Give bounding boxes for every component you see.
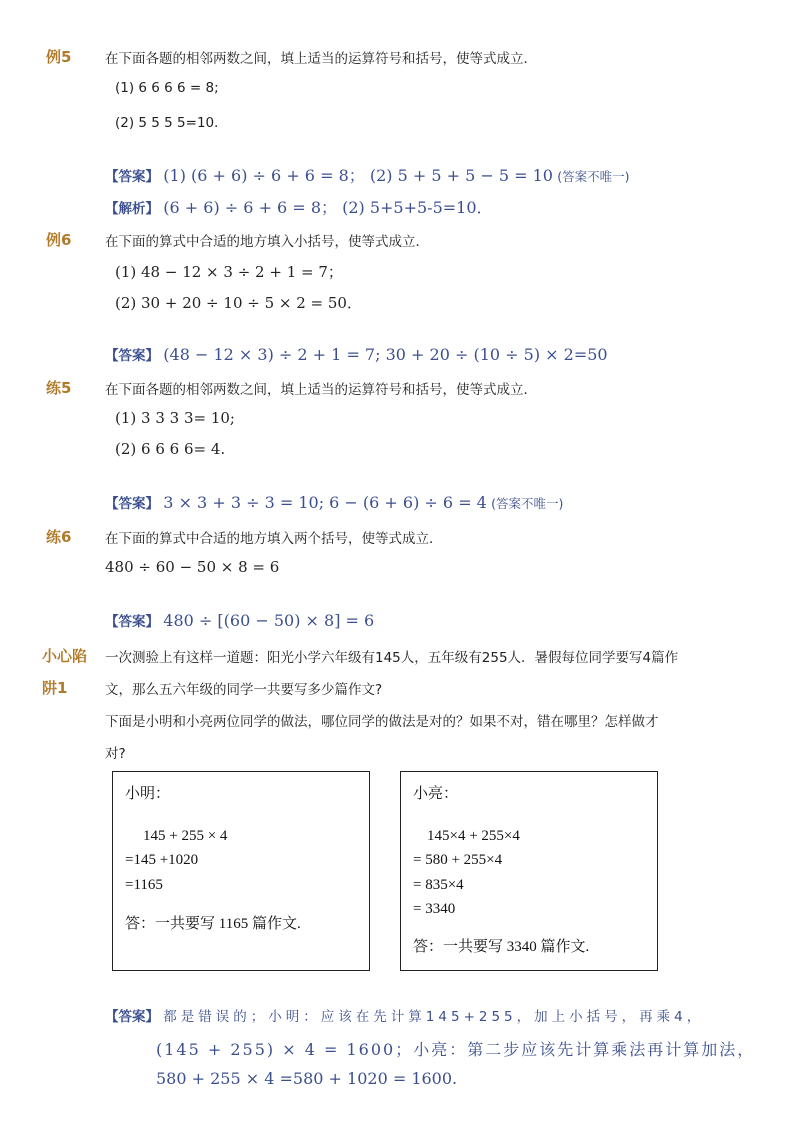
answer-label: 【答案】 [105, 1009, 159, 1025]
example-5-item-1: (1) 6 6 6 6 = 8; [115, 80, 219, 96]
xiaoming-conclusion: 答：一共要写 1165 篇作文. [125, 916, 301, 932]
trap-1-question-line-3: 下面是小明和小亮两位同学的做法，哪位同学的做法是对的？如果不对，错在哪里？怎样做才 [105, 714, 659, 730]
practice-5-item-1: (1) 3 3 3 3= 10; [115, 409, 235, 427]
example-5-item-2: (2) 5 5 5 5=10． [115, 115, 228, 131]
example-6-item-2: (2) 30 + 20 ÷ 10 ÷ 5 × 2 = 50． [115, 294, 362, 312]
practice-6-question: 在下面的算式中合适的地方填入两个括号，使等式成立． [105, 531, 443, 547]
xiaoming-line-2: =145 +1020 [125, 852, 199, 868]
practice-5-question: 在下面各题的相邻两数之间，填上适当的运算符号和括号，使等式成立． [105, 382, 537, 398]
trap-1-question-line-1: 一次测验上有这样一道题：阳光小学六年级有145人，五年级有255人．暑假每位同学要写4篇作 [105, 650, 679, 666]
practice-6-expression: 480 ÷ 60 − 50 × 8 = 6 [105, 558, 280, 576]
answer-note: (答案不唯一) [557, 169, 630, 184]
xiaoming-solution-box [112, 771, 370, 971]
answer-text: (145 + 255) × 4 = 1600；小亮：第二步应该先计算乘法再计算加法， [156, 1040, 756, 1059]
answer-expression: (48 − 12 × 3) ÷ 2 + 1 = 7; 30 + 20 ÷ (10 ÷ 5) × 2=50 [163, 345, 608, 364]
analysis-expression: (6 + 6) ÷ 6 + 6 = 8； (2) 5+5+5-5=10． [163, 198, 493, 217]
xiaoming-name: 小明： [125, 786, 171, 802]
example-6-item-1: (1) 48 − 12 × 3 ÷ 2 + 1 = 7； [115, 263, 343, 281]
trap-1-answer-line-3 [156, 1069, 457, 1088]
practice-5-tag: 练5 [46, 379, 72, 397]
xiaoliang-solution-box [400, 771, 658, 971]
example-5-tag: 例5 [46, 48, 72, 66]
analysis-label: 【解析】 [105, 201, 159, 217]
trap-1-answer-line-1 [105, 1005, 704, 1025]
answer-expression: (1) (6 + 6) ÷ 6 + 6 = 8； (2) 5 + 5 + 5 − 5 = 10 [163, 166, 553, 185]
xiaoliang-line-2: = 580 + 255×4 [413, 852, 503, 868]
example-6-tag: 例6 [46, 231, 72, 249]
xiaoming-line-3: =1165 [125, 877, 163, 893]
xiaoliang-line-4: = 3340 [413, 901, 456, 917]
answer-note: (答案不唯一) [491, 496, 564, 511]
xiaoliang-conclusion: 答：一共要写 3340 篇作文. [413, 939, 590, 955]
xiaoming-line-1: 145 + 255 × 4 [143, 828, 228, 844]
trap-1-question-line-2: 文，那么五六年级的同学一共要写多少篇作文? [105, 682, 383, 698]
answer-text: 都是错误的；小明：应该在先计算145+255，加上小括号，再乘4， [163, 1009, 705, 1025]
answer-label: 【答案】 [105, 496, 159, 512]
xiaoliang-line-3: = 835×4 [413, 877, 464, 893]
example-6-question: 在下面的算式中合适的地方填入小括号，使等式成立． [105, 234, 429, 250]
trap-1-tag-line-1: 小心陷 [42, 647, 88, 665]
example-5-answer [105, 163, 630, 186]
xiaoliang-line-1: 145×4 + 255×4 [427, 828, 520, 844]
trap-1-tag-line-2: 阱1 [42, 679, 68, 697]
answer-text: 580 + 255 × 4 =580 + 1020 = 1600. [156, 1069, 458, 1088]
example-5-analysis [105, 195, 493, 218]
xiaoliang-name: 小亮： [413, 786, 459, 802]
practice-6-tag: 练6 [46, 528, 72, 546]
answer-label: 【答案】 [105, 169, 159, 185]
answer-expression: 3 × 3 + 3 ÷ 3 = 10; 6 − (6 + 6) ÷ 6 = 4 [163, 493, 487, 512]
practice-5-item-2: (2) 6 6 6 6= 4. [115, 440, 226, 458]
answer-expression: 480 ÷ [(60 − 50) × 8] = 6 [163, 611, 375, 630]
answer-label: 【答案】 [105, 348, 159, 364]
example-6-answer [105, 344, 608, 364]
example-5-question: 在下面各题的相邻两数之间，填上适当的运算符号和括号，使等式成立． [105, 51, 537, 67]
practice-6-answer [105, 610, 374, 630]
practice-5-answer [105, 492, 563, 512]
trap-1-answer-line-2 [156, 1037, 755, 1060]
trap-1-question-line-4: 对? [105, 746, 126, 762]
answer-label: 【答案】 [105, 614, 159, 630]
